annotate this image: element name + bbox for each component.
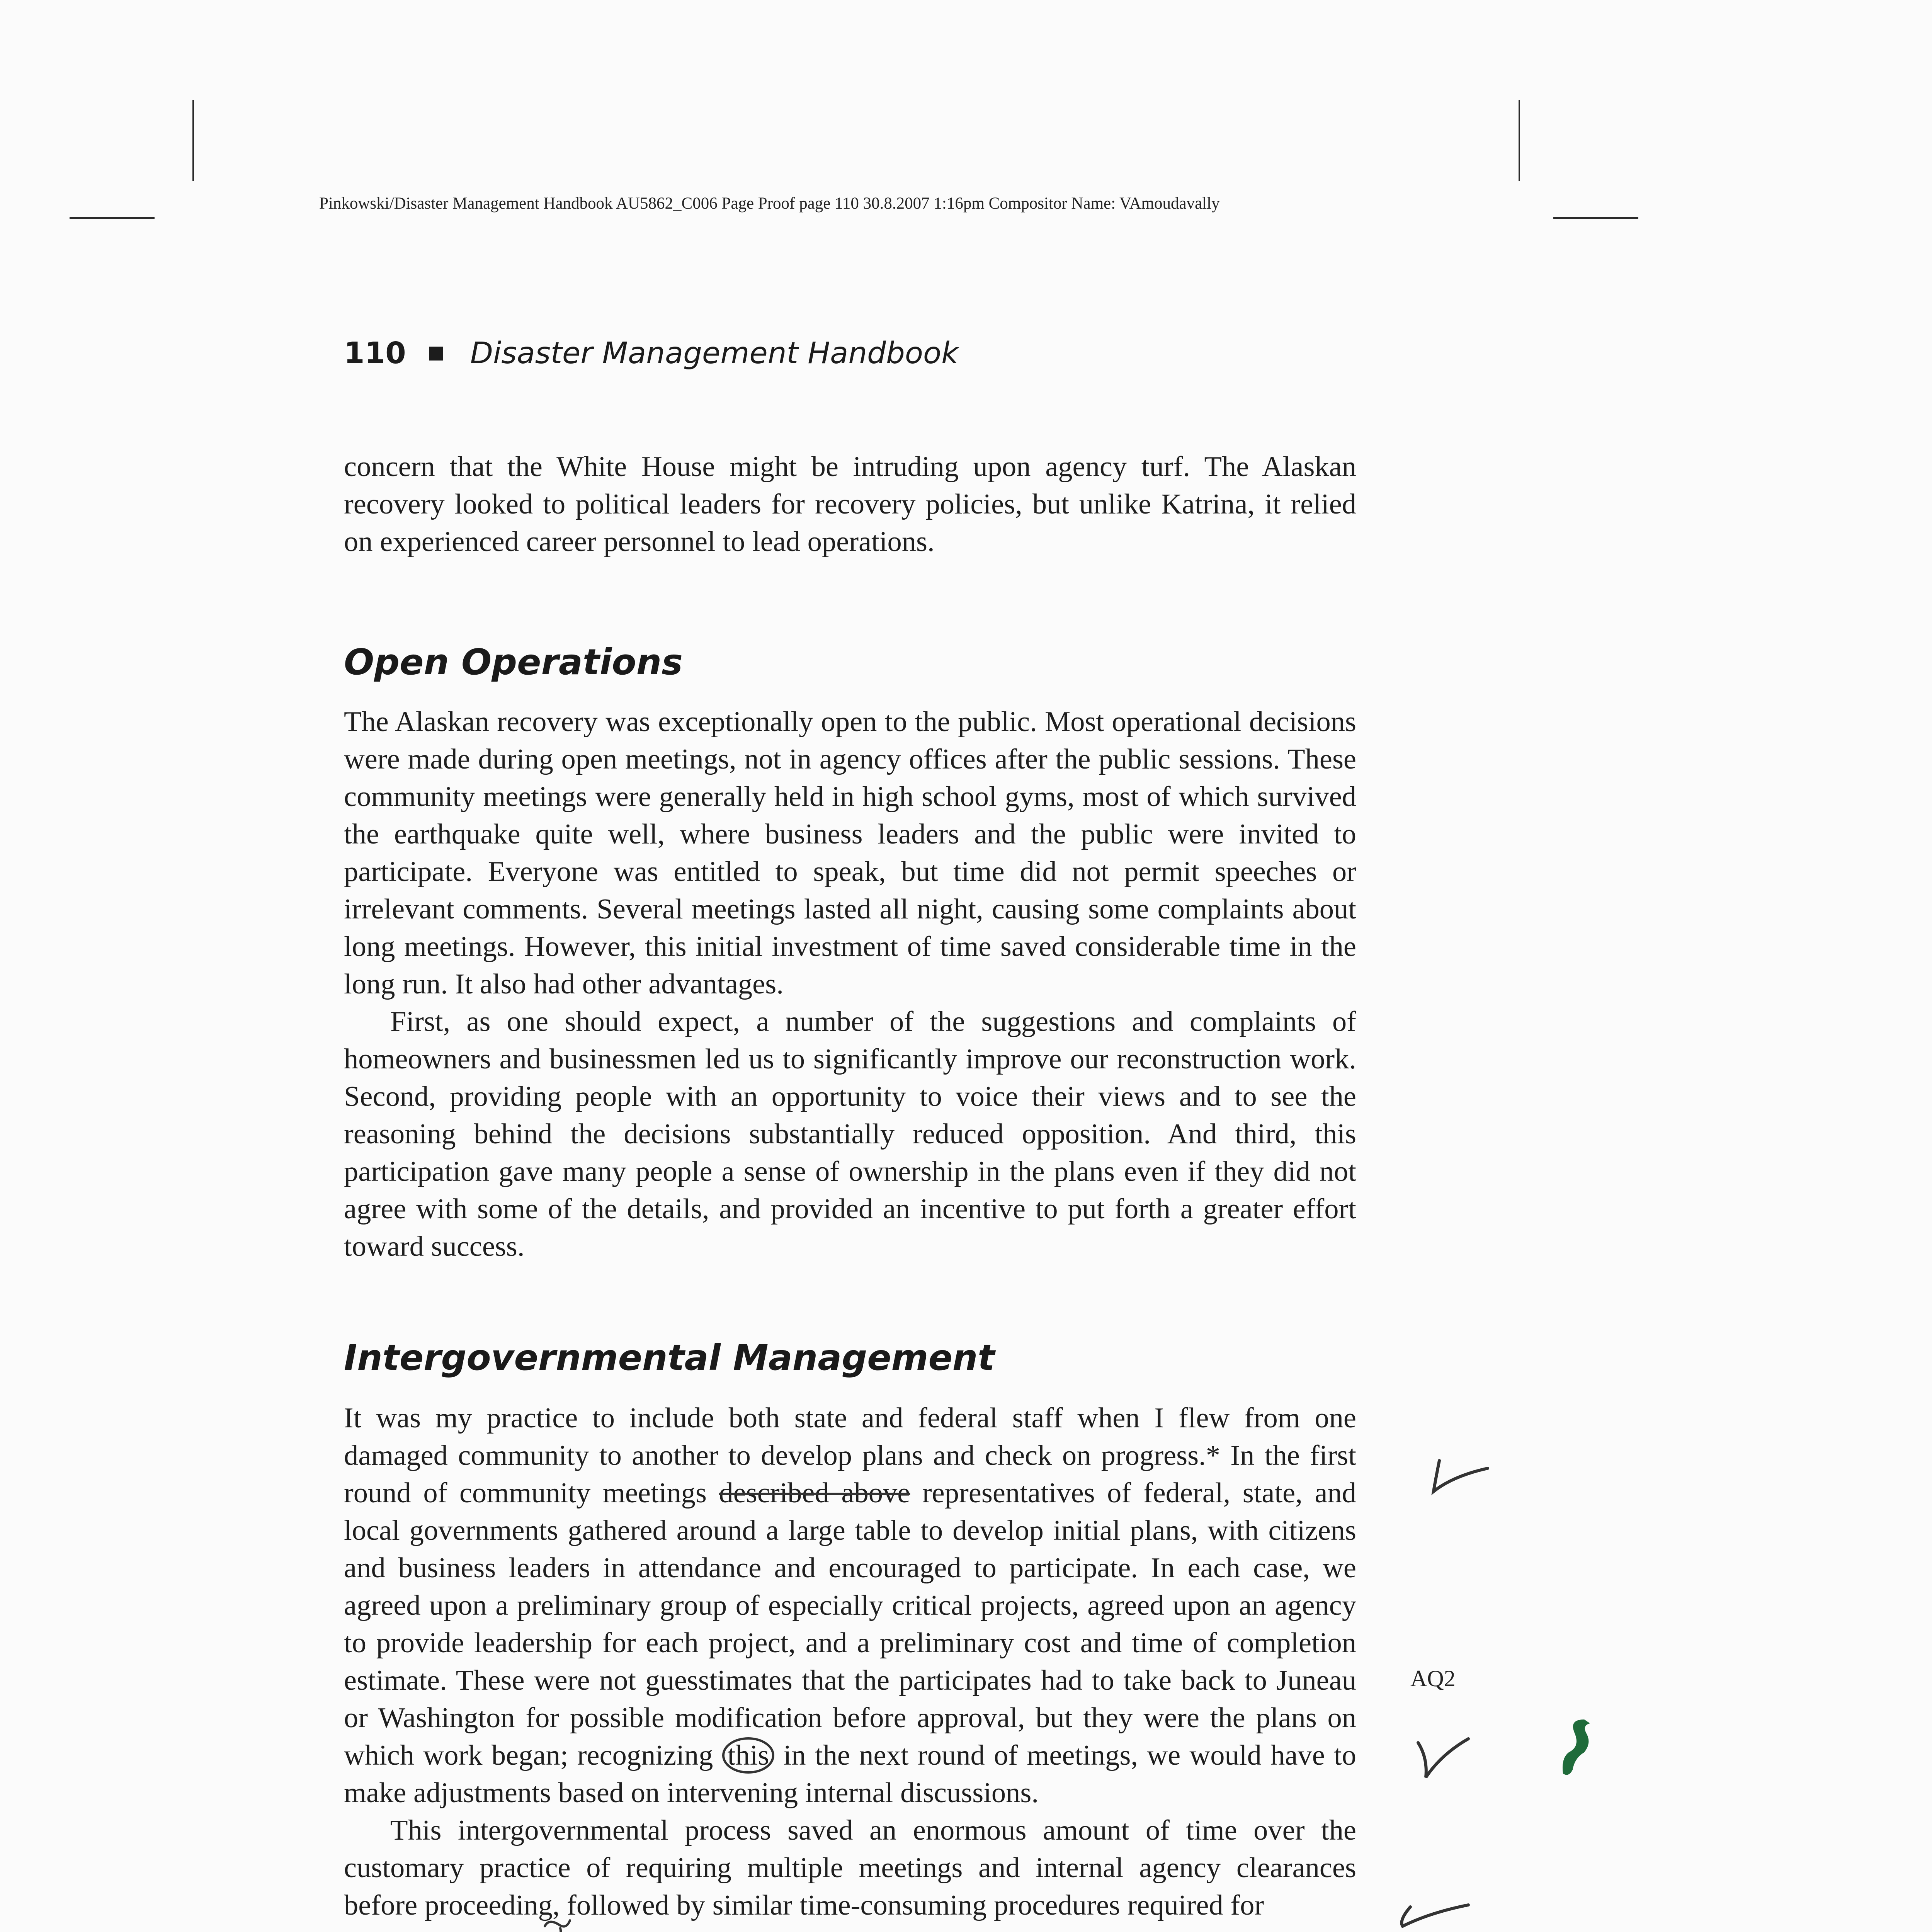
check-mark-icon (1410, 1731, 1476, 1785)
crop-mark-top-right-horizontal (1553, 217, 1638, 219)
author-query-label: AQ2 (1410, 1666, 1456, 1691)
section-heading-open-operations: Open Operations (344, 641, 683, 683)
proof-header: Pinkowski/Disaster Management Handbook AU5862_C006 Page Proof page 110 30.8.2007 1:16pm Compositor Name: VAmoudavally (319, 194, 1220, 213)
paragraph-text-part-b: representatives of federal, state, and local governments gathered around a large table to develop initial plans, with citizens and business leaders in attendance and encouraged to participate. In each case, we agreed upon a preliminary group of especially critical projects, agreed upon an agency to provide leadership for each project, and a preliminary cost and time of completion estimate. These were not guesstimates that the participates had to take back to Juneau or Washington for possible modification before approval, but they were the plans on which work began; recognizing (344, 1477, 1356, 1771)
open-operations-paragraph-2: First, as one should expect, a number of the suggestions and complaints of homeowners and businessmen led us to significantly improve our reconstruction work. Second, providing people with an opportunity to voice their views and to see the reasoning behind the decisions substantially reduced opposition. And third, this participation gave many people a sense of ownership in the plans even if they did not agree with some of the details, and provided an incentive to put forth a greater effort toward success. (344, 1006, 1356, 1262)
book-title: Disaster Management Handbook (470, 336, 959, 371)
running-head (344, 336, 1580, 371)
page-number: 110 (344, 336, 406, 371)
paragraph-text-part-c: in the next round of meetings, we would have to make adjustments based on intervening internal discussions. (344, 1740, 1356, 1809)
section-intergovernmental-body (344, 1400, 1356, 1924)
intergovernmental-paragraph-2: This intergovernmental process saved an enormous amount of time over the customary practice of requiring multiple meetings and internal agency clearances before proceeding, followed by similar time-consuming procedures required for (344, 1815, 1356, 1921)
comma-insert-mark-icon (541, 1913, 576, 1932)
open-operations-paragraph-1: The Alaskan recovery was exceptionally open to the public. Most operational decisions were made during open meetings, not in agency offices after the public sessions. These community meetings were generally held in high school gyms, most of which survived the earthquake quite well, where business leaders and the public were invited to participate. Everyone was entitled to speak, but time did not permit speeches or irrelevant comments. Several meetings lasted all night, causing some complaints about long meetings. However, this initial investment of time saved considerable time in the long run. It also had other advantages. (344, 706, 1356, 1000)
intro-paragraph-text: concern that the White House might be intruding upon agency turf. The Alaskan recovery looked to political leaders for recovery policies, but unlike Katrina, it relied on experienced career personnel to lead operations. (344, 451, 1356, 558)
check-mark-icon (1430, 1453, 1492, 1503)
crop-mark-top-left-vertical (192, 100, 194, 181)
crop-mark-top-left-horizontal (70, 217, 155, 219)
intergovernmental-paragraph-1 (344, 1400, 1356, 1812)
check-mark-icon (1395, 1893, 1472, 1932)
crop-mark-top-right-vertical (1519, 100, 1520, 181)
circled-text: this (722, 1737, 775, 1774)
intro-paragraph (344, 448, 1356, 561)
section-open-operations-body (344, 703, 1356, 1265)
green-proof-mark-icon (1553, 1716, 1596, 1781)
paragraph-text-part-a: It was my practice to include both state and federal staff when I flew from one damaged community to another to develop plans and check on progress.* In the first round of community meetings (344, 1402, 1356, 1509)
struck-out-text: described above (719, 1477, 910, 1509)
section-heading-intergovernmental-management: Intergovernmental Management (344, 1337, 995, 1378)
square-bullet-icon (429, 347, 443, 361)
